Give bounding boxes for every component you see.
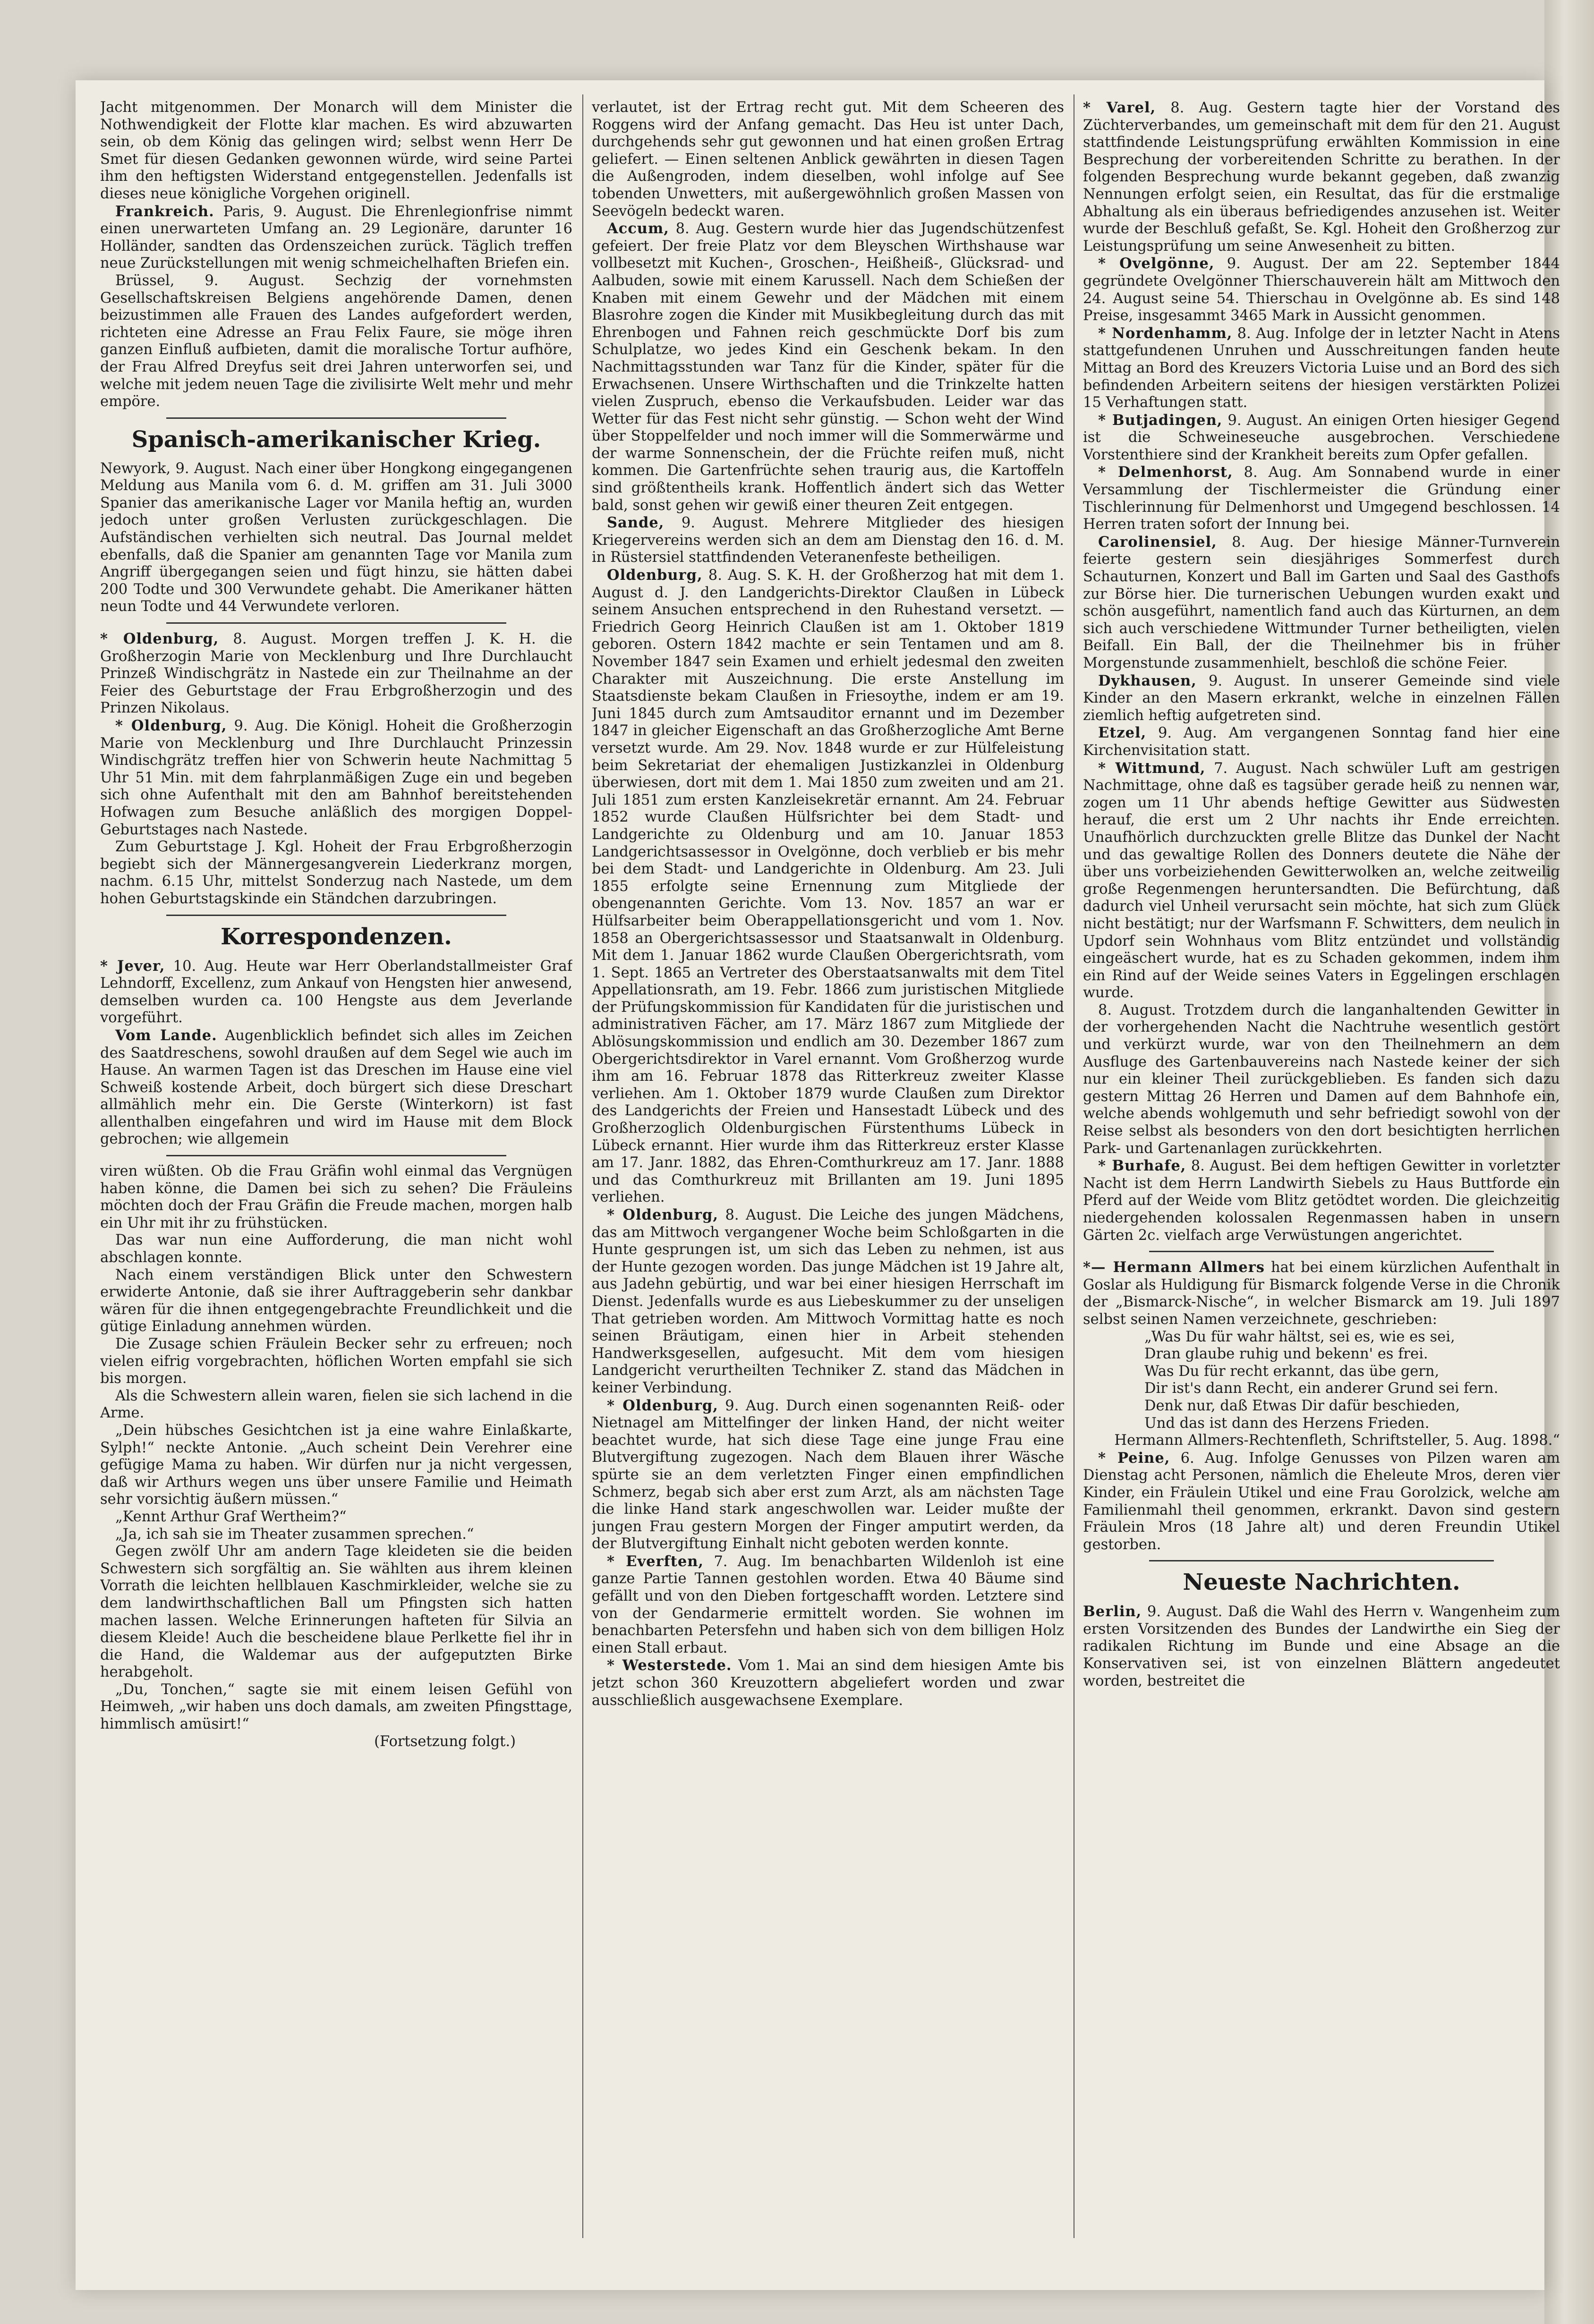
article-paragraph	[1083, 1002, 1560, 1157]
paragraph-text: „Kennt Arthur Graf Wertheim?“	[115, 1508, 347, 1525]
dateline-place: Vom Lande.	[115, 1026, 217, 1044]
article-paragraph	[1083, 672, 1560, 725]
article-paragraph	[100, 1526, 572, 1544]
paragraph-text: 8. August. Bei dem heftigen Gewitter in vorletzter Nacht ist dem Herrn Landwirth Siebels zu Haus Buttforde ein Pferd auf der Weide vom Blitz getödtet worden. Die gleichzeitig niedergehenden kolossalen Regenmassen haben in unsern Gärten 2c. vielfach arge Verwüstungen angerichtet.	[1083, 1158, 1560, 1244]
article-paragraph	[100, 1232, 572, 1266]
paragraph-text: 8. Aug. S. K. H. der Großherzog hat mit dem 1. August d. J. den Landgerichts-Direktor Claußen in Lübeck seinem Ansuchen entsprechend in den Ruhestand versetzt. — Friedrich Georg Heinrich Claußen ist am 1. Oktober 1819 geboren. Ostern 1842 machte er sein Tentamen und am 8. November 1847 sein Examen und erhielt jedesmal den zweiten Charakter mit Auszeichnung. Die erste Anstellung im Staatsdienste bekam Claußen in Friesoythe, indem er am 19. Juni 1845 durch zum Amtsauditor ernannt und im Dezember 1847 in gleicher Eigenschaft an das Großherzogliche Amt Berne versetzt wurde. Am 29. Nov. 1848 wurde er zur Hülfeleistung beim Sekretariat der ehemaligen Justizkanzlei in Oldenburg überwiesen, dort mit dem 1. Mai 1850 zum zweiten und am 21. Juli 1851 zum ersten Kanzleisekretär ernannt. Am 24. Februar 1852 wurde Claußen Hülfsrichter bei dem Stadt- und Landgerichte zu Oldenburg und am 10. Januar 1853 Landgerichtsassessor in Ovelgönne, doch verblieb er bis mehr bei dem Stadt- und Landgerichte in Oldenburg. Am 23. Juli 1855 erfolgte seine Ernennung zum Mitgliede der obengenannten Gerichte. Vom 13. Nov. 1857 an war er Hülfsarbeiter beim Oberappellationsgericht und vom 1. Nov. 1858 an Obergerichtsassessor und Staatsanwalt in Oldenburg. Mit dem 1. Januar 1862 wurde Claußen Obergerichtsrath, vom 1. Sept. 1865 an Vertreter des Oberstaatsanwalts mit dem Titel Appellationsrath, am 19. Febr. 1866 zum juristischen Mitgliede der Prüfungskommission für Kandidaten für die juristischen und administrativen Fächer, am 17. März 1867 zum Mitgliede der Ablösungskommission und endlich am 30. Dezember 1867 zum Obergerichtsdirektor in Varel ernannt. Vom Großherzog wurde ihm am 16. Februar 1878 das Ritterkreuz zweiter Klasse verliehen. Am 1. Oktober 1879 wurde Claußen zum Direktor des Landgerichts der Freien und Hansestadt Lübeck und des Großherzoglich Oldenburgischen Fürstenthums Lübeck in Lübeck ernannt. Hier wurde ihm das Ritterkreuz erster Klasse am 17. Janr. 1882, das Ehren-Comthurkreuz am 17. Janr. 1888 und das Comthurkreuz mit Brillanten am 19. Juni 1895 verliehen.	[592, 567, 1064, 1206]
article-paragraph	[1083, 99, 1560, 255]
column-rule	[582, 94, 583, 2238]
paragraph-text: verlautet, ist der Ertrag recht gut. Mit dem Scheeren des Roggens wird der Anfang gemacht. Das Heu ist unter Dach, durchgehends sehr gut gewonnen und hat einen großen Ertrag geliefert. — Einen seltenen Anblick gewährten in diesen Tagen die Außengroden, indem dieselben, wohl infolge auf See tobenden Unwetters, mit außergewöhnlich großen Massen von Seevögeln bedeckt waren.	[592, 99, 1064, 220]
article-paragraph	[1083, 255, 1560, 324]
article-paragraph	[100, 1267, 572, 1336]
paragraph-text: 7. August. Nach schwüler Luft am gestrigen Nachmittage, ohne daß es tagsüber gerade heiß zu nennen war, zogen um 11 Uhr abends heftige Gewitter aus Südwesten herauf, die erst um 2 Uhr nachts ihr Ende erreichten. Unaufhörlich durchzuckten grelle Blitze das Dunkel der Nacht und das gewaltige Rollen des Donners deutete die Nähe der über uns vorbeiziehenden Gewitterwolken an, welche zeitweilig große Regenmengen heruntersandten. Die Befürchtung, daß dadurch viel Unheil verursacht sein möchte, hat sich zum Glück nicht bestätigt; nur der Warfsmann F. Schwitters, dem neulich in Updorf sein Wohnhaus vom Blitz entzündet und vollständig eingeäschert wurde, hat es zu Schaden gekommen, indem ihm ein Rind auf der Weide seines Vaters in Eggelingen erschlagen wurde.	[1083, 760, 1560, 1001]
dateline-place: * Oldenburg,	[607, 1206, 718, 1223]
article-paragraph	[100, 1543, 572, 1681]
paragraph-text: 9. Aug. Die Königl. Hoheit die Großherzogin Marie von Mecklenburg und Ihre Durchlaucht Prinzessin Windischgrätz treffen hier von Schwerin heute Nachmittag 5 Uhr 51 Min. mit dem fahrplanmäßigen Zuge ein und begeben sich ohne Aufenthalt mit den am Bahnhof bereitstehenden Hofwagen zum Besuche anläßlich des morgigen Doppel-Geburtstages nach Nastede.	[100, 718, 572, 838]
article-paragraph	[100, 1027, 572, 1148]
paragraph-text: 9. August. Daß die Wahl des Herrn v. Wangenheim zum ersten Vorsitzenden des Bundes der Landwirthe ein Sieg der radikalen Richtung im Bunde und eine Absage an die Konservativen sei, ist von einzelnen Blättern angedeutet worden, bestreitet die	[1083, 1603, 1560, 1689]
signature-line: Hermann Allmers-Rechtenfleth, Schriftsteller, 5. Aug. 1898.“	[1114, 1432, 1560, 1449]
paragraph-text: „Du, Tonchen,“ sagte sie mit einem leisen Gefühl von Heimweh, „wir haben uns doch damals, am zweiten Pfingsttage, himmlisch amüsirt!“	[100, 1681, 572, 1733]
dateline-place: Oldenburg,	[607, 567, 703, 584]
section-heading: Neueste Nachrichten.	[1183, 1569, 1460, 1596]
article-paragraph	[100, 1509, 572, 1526]
paragraph-text: 9. Aug. Durch einen sogenannten Reiß- oder Nietnagel am Mittelfinger der linken Hand, der nicht weiter beachtet wurde, hat sich diese Tage eine junge Frau eine Blutvergiftung zugezogen. Nach dem Blauen ihrer Wäsche spürte sie an dem verletzten Finger einen empfindlichen Schmerz, begab sich aber erst zum Arzt, als am nächsten Tage die linke Hand stark angeschwollen war. Leider mußte der jungen Frau gestern Morgen der Finger amputirt werden, da der Blutvergiftung Einhalt nicht geboten werden konnte.	[592, 1397, 1064, 1552]
paragraph-text: 8. Aug. Am Sonnabend wurde in einer Versammlung der Tischlermeister die Gründung einer Tischlerinnung für Delmenhorst und Umgegend beschlossen. 14 Herren traten sofort der Innung bei.	[1083, 464, 1560, 533]
dateline-place: * Peine,	[1098, 1449, 1170, 1467]
article-paragraph	[592, 514, 1064, 567]
article-paragraph	[1083, 412, 1560, 464]
dateline-place: * Varel,	[1083, 99, 1156, 116]
article-paragraph	[100, 717, 572, 839]
article-paragraph	[100, 1681, 572, 1733]
poem	[1083, 1329, 1560, 1433]
article-paragraph	[1083, 325, 1560, 412]
article-paragraph	[592, 1553, 1064, 1657]
paragraph-text: 8. August. Trotzdem durch die langanhaltenden Gewitter in der vorhergehenden Nacht die Nachtruhe wesentlich gestört und verkürzt wurde, war von den Theilnehmern an dem Ausfluge des Gartenbauvereins nach Nastede keiner der sich nur ein kleiner Theil zurückgeblieben. Es fanden sich dazu gestern Mittag 26 Herren und Damen auf dem Bahnhofe ein, welche abends wohlgemuth und sehr befriedigt sowohl von der Reise selbst als besonders von den dort besichtigten herrlichen Park- und Gartenanlagen zurückkehrten.	[1083, 1001, 1560, 1157]
article-paragraph	[592, 220, 1064, 514]
column-3	[1083, 99, 1560, 2233]
paragraph-text: Augenblicklich befindet sich alles im Zeichen des Saatdreschens, sowohl draußen auf dem Segel wie auch im Hause. An warmen Tagen ist das Dreschen im Hause eine viel Schweiß kostende Arbeit, doch bürgert sich diese Dreschart allmählich mehr ein. Die Gerste (Winterkorn) ist fast allenthalben eingefahren und wird im Hause mit dem Block gebrochen; wie allgemein	[100, 1027, 572, 1148]
article-paragraph	[100, 460, 572, 616]
paragraph-text: 9. August. In unserer Gemeinde sind viele Kinder an den Masern erkrankt, welche in einzelnen Fällen ziemlich heftig aufgetreten sind.	[1083, 672, 1560, 724]
paragraph-text: 8. August. Die Leiche des jungen Mädchens, das am Mittwoch vergangener Woche beim Schloßgarten in die Hunte gesprungen ist, um sich das Leben zu nehmen, ist aus der Hunte gezogen worden. Das junge Mädchen ist 19 Jahre alt, aus Jadehn gebürtig, und war bei einer hiesigen Herrschaft im Dienst. Jedenfalls wurde es aus Liebeskummer zu der unseligen That getrieben worden. Am Mittwoch Vormittag hatte es noch seinen Bräutigam, einen hier in Arbeit stehenden Handwerksgesellen, aufgesucht. Mit dem vom hiesigen Landgericht verurtheilten Techniker Z. stand das Mädchen in keiner Verbindung.	[592, 1207, 1064, 1396]
paragraph-text: viren wüßten. Ob die Frau Gräfin wohl einmal das Vergnügen haben könne, die Damen bei sich zu sehen? Die Fräuleins möchten doch der Frau Gräfin die Freude machen, morgen halb ein Uhr mit ihr zu frühstücken.	[100, 1163, 572, 1231]
paragraph-text: 9. August. Mehrere Mitglieder des hiesigen Kriegervereins werden sich an dem am Dienstag den 16. d. M. in Rüstersiel stattfindenden Veteranenfeste betheiligen.	[592, 515, 1064, 566]
poem-line: Was Du für recht erkannt, das übe gern,	[1144, 1363, 1440, 1380]
article-paragraph	[592, 99, 1064, 220]
poem-line: Und das ist dann des Herzens Frieden.	[1144, 1415, 1430, 1432]
dateline-place: * Oldenburg,	[115, 717, 227, 734]
paragraph-text: „Dein hübsches Gesichtchen ist ja eine wahre Einlaßkarte, Sylph!“ neckte Antonie. „Auch scheint Dein Verehrer eine gefügige Mama zu haben. Wir dürfen nur ja nicht vergessen, daß wir Arthurs wegen uns über unsere Familie und Heimath sehr vorsichtig äußern müssen.“	[100, 1422, 572, 1508]
section-divider	[166, 417, 506, 419]
section-divider	[166, 915, 506, 916]
dateline-place: * Jever,	[100, 957, 165, 975]
dateline-place: * Oldenburg,	[607, 1397, 718, 1414]
column-2	[592, 99, 1064, 2233]
dateline-place: * Delmenhorst,	[1098, 464, 1233, 481]
article-paragraph	[592, 567, 1064, 1206]
paragraph-text: Newyork, 9. August. Nach einer über Hongkong eingegangenen Meldung aus Manila vom 6. d. M. griffen am 31. Juli 3000 Spanier das amerikanische Lager vor Manila heftig an, wurden jedoch unter großen Verlusten zurückgeschlagen. Die Aufständischen verhielten sich neutral. Das Journal meldet ebenfalls, daß die Spanier am genannten Tage vor Manila zum Angriff übergegangen seien und fügt hinzu, sie hätten dabei 200 Todte und 300 Verwundete gehabt. Die Amerikaner hätten neun Todte und 44 Verwundete verloren.	[100, 460, 572, 615]
article-paragraph	[100, 1163, 572, 1232]
article-paragraph	[100, 272, 572, 411]
paragraph-text: 9. Aug. Am vergangenen Sonntag fand hier eine Kirchenvisitation statt.	[1083, 725, 1560, 759]
paragraph-text: Paris, 9. August. Die Ehrenlegionfrise nimmt einen unerwarteten Umfang an. 29 Legionäre, darunter 16 Holländer, sandten das Ordenszeichen zurück. Täglich treffen neue Zurückstellungen mit wenig schmeichelhaften Briefen ein.	[100, 203, 572, 272]
paragraph-text: 9. August. An einigen Orten hiesiger Gegend ist die Schweineseuche ausgebrochen. Verschiedene Vorstenthiere sind der Krankheit bereits zum Opfer gefallen.	[1083, 412, 1560, 463]
dateline-place: Etzel,	[1098, 724, 1147, 742]
dateline-place: * Butjadingen,	[1098, 411, 1223, 429]
continuation-note: (Fortsetzung folgt.)	[374, 1733, 516, 1750]
section-divider	[1149, 1251, 1494, 1252]
article-paragraph	[100, 1336, 572, 1388]
poem-line: Dran glaube ruhig und bekenn' es frei.	[1144, 1346, 1428, 1363]
dateline-place: Carolinensiel,	[1098, 533, 1217, 551]
article-paragraph	[1083, 1603, 1560, 1690]
paragraph-text: 8. Aug. Der hiesige Männer-Turnverein feierte gestern sein diesjähriges Sommerfest durch Schauturnen, Konzert und Ball im Garten und Saal des Gasthofs zur Börse hier. Die turnerischen Uebungen wurden exakt und schön ausgeführt, namentlich fand auch das Kürturnen, an dem sich auch verschiedene Wittmunder Turner betheiligten, vielen Beifall. Ein Ball, der die Theilnehmer bis in früher Morgenstunde zusammenhielt, beschloß die schöne Feier.	[1083, 534, 1560, 671]
dateline-place: Berlin,	[1083, 1603, 1142, 1620]
poem-line: Denk nur, daß Etwas Dir dafür beschieden,	[1144, 1397, 1460, 1414]
article-paragraph	[100, 1388, 572, 1422]
article-paragraph	[1083, 1450, 1560, 1554]
article-paragraph	[1083, 1259, 1560, 1328]
article-paragraph	[1083, 724, 1560, 759]
dateline-place: * Everften,	[607, 1552, 704, 1570]
article-paragraph	[1083, 464, 1560, 533]
paragraph-text: Brüssel, 9. August. Sechzig der vornehmsten Gesellschaftskreisen Belgiens angehörende Damen, denen beizustimmen alle Frauen des Landes aufgefordert werden, richteten eine Adresse an Frau Felix Faure, sie möge ihren ganzen Einfluß aufbieten, damit die moralische Tortur aufhöre, der Frau Alfred Dreyfus seit drei Jahren unterworfen sei, und welche mit jedem neuen Tage die zivilisirte Welt mehr und mehr empöre.	[100, 272, 572, 410]
paragraph-text: Vom 1. Mai an sind dem hiesigen Amte bis jetzt schon 360 Kreuzottern abgeliefert worden und zwar ausschließlich ausgewachsene Exemplare.	[592, 1657, 1064, 1709]
paragraph-text: 8. August. Morgen treffen J. K. H. die Großherzogin Marie von Mecklenburg und Ihre Durchlaucht Prinzeß Windischgrätz in Nastede ein zur Theilnahme an der Feier des Geburtstage der Frau Erbgroßherzogin und des Prinzen Nikolaus.	[100, 631, 572, 717]
dateline-place: Sande,	[607, 514, 665, 532]
paragraph-text: 7. Aug. Im benachbarten Wildenloh ist eine ganze Partie Tannen gestohlen worden. Etwa 40 Bäume sind gefällt und von den Dieben fortgeschafft worden. Letztere sind von der Gendarmerie ermittelt worden. Sie wohnen im benachbarten Petersfehn und haben sich von dem billigen Holz einen Stall erbaut.	[592, 1553, 1064, 1656]
paragraph-text: 9. August. Der am 22. September 1844 gegründete Ovelgönner Thierschauverein hält am Mittwoch den 24. August seine 54. Thierschau in Ovelgönne ab. Es sind 148 Preise, insgesammt 3465 Mark in Aussicht genommen.	[1083, 255, 1560, 324]
section-heading: Korrespondenzen.	[221, 923, 452, 950]
paragraph-text: 8. Aug. Gestern tagte hier der Vorstand des Züchterverbandes, um gemeinschaft mit dem für den 21. August stattfindende Leistungsprüfung erwählten Kommission in eine Besprechung der vorbereitenden Schritte zu berathen. In der folgenden Besprechung wurde bekannt gegeben, daß zwanzig Nennungen erfolgt seien, ein Resultat, das für die erstmalige Abhaltung als ein überaus befriedigendes anzusehen ist. Weiter wurde der Beschluß gefaßt, Se. Kgl. Hoheit den Großherzog zur Leistungsprüfung um seine Anwesenheit zu bitten.	[1083, 100, 1560, 254]
dateline-place: * Ovelgönne,	[1098, 255, 1215, 272]
poem-line: Dir ist's dann Recht, ein anderer Grund sei fern.	[1144, 1380, 1499, 1397]
paragraph-text: Die Zusage schien Fräulein Becker sehr zu erfreuen; noch vielen eifrig vorgebrachten, höflichen Worten empfahl sie sich bis morgen.	[100, 1336, 572, 1387]
dateline-place: Accum,	[607, 220, 669, 237]
paragraph-text: 10. Aug. Heute war Herr Oberlandstallmeister Graf Lehndorff, Excellenz, zum Ankauf von Hengsten hier anwesend, demselben wurden ca. 100 Hengste aus dem Jeverlande vorgeführt.	[100, 958, 572, 1026]
section-divider	[1149, 1560, 1494, 1561]
paragraph-text: Nach einem verständigen Blick unter den Schwestern erwiderte Antonie, daß sie ihrer Auftraggeberin sehr dankbar wären für die ihnen entgegengebrachte Freundlichkeit und die gütige Einladung annehmen würden.	[100, 1266, 572, 1335]
paragraph-text: Als die Schwestern allein waren, fielen sie sich lachend in die Arme.	[100, 1387, 572, 1422]
dateline-place: Dykhausen,	[1098, 672, 1197, 689]
article-paragraph	[592, 1657, 1064, 1709]
article-paragraph	[100, 630, 572, 717]
paragraph-text: 8. Aug. Infolge der in letzter Nacht in Atens stattgefundenen Unruhen und Ausschreitungen fanden heute Mittag an Bord des Kreuzers Victoria Luise und an Bord des sich befindenden Arbeitern seitens der hiesigen verstärkten Polizei 15 Verhaftungen statt.	[1083, 325, 1560, 411]
section-heading: Spanisch-amerikanischer Krieg.	[131, 426, 541, 453]
dateline-place: *— Hermann Allmers	[1083, 1259, 1265, 1276]
paragraph-text: Gegen zwölf Uhr am andern Tage kleideten sie die beiden Schwestern sich sorgfältig an. Sie wählten aus ihrem kleinen Vorrath die leichten hellblauen Kaschmirkleider, welche sie zu dem landwirthschaftlichen Ball um Pfingsten sich hatten machen lassen. Welche Erinnerungen hafteten für Silvia an diesem Kleide! Auch die bescheidene blaue Perlkette fiel ihr in die Hand, die Waldemar aus der aufgeputzten Birke herabgeholt.	[100, 1543, 572, 1681]
dateline-place: * Wittmund,	[1098, 759, 1206, 777]
article-paragraph	[1083, 1157, 1560, 1244]
article-paragraph	[1083, 534, 1560, 672]
poem-line: „Was Du für wahr hältst, sei es, wie es sei,	[1144, 1328, 1455, 1345]
article-paragraph	[100, 839, 572, 908]
article-paragraph	[100, 203, 572, 272]
article-paragraph	[592, 1206, 1064, 1397]
paragraph-text: Zum Geburtstage J. Kgl. Hoheit der Frau Erbgroßherzogin begiebt sich der Männergesangverein Liederkranz morgen, nachm. 6.15 Uhr, mittelst Sonderzug nach Nastede, um dem hohen Geburtstagskinde ein Ständchen darzubringen.	[100, 839, 572, 907]
article-paragraph	[592, 1397, 1064, 1553]
dateline-place: * Oldenburg,	[100, 630, 219, 648]
paragraph-text: „Ja, ich sah sie im Theater zusammen sprechen.“	[115, 1526, 474, 1543]
paragraph-text: Das war nun eine Aufforderung, die man nicht wohl abschlagen konnte.	[100, 1232, 572, 1266]
dateline-place: * Westerstede.	[607, 1657, 732, 1674]
dateline-place: Frankreich.	[115, 203, 214, 220]
paragraph-text: 6. Aug. Infolge Genusses von Pilzen waren am Dienstag acht Personen, nämlich die Eheleute Mros, deren vier Kinder, ein Fräulein Utikel und eine Frau Gorolzick, welche am Familienmahl theil genommen, erkrankt. Davon sind gestern Fräulein Mros (18 Jahre alt) und deren Freundin Utikel gestorben.	[1083, 1450, 1560, 1553]
article-paragraph	[100, 1422, 572, 1509]
section-divider	[166, 622, 506, 624]
article-paragraph	[1083, 760, 1560, 1002]
article-paragraph	[100, 99, 572, 203]
paragraph-text: hat bei einem kürzlichen Aufenthalt in Goslar als Huldigung für Bismarck folgende Verse in die Chronik der „Bismarck-Nische“, in welcher Bismarck am 19. Juli 1897 selbst seinen Namen verzeichnete, geschrieben:	[1083, 1259, 1560, 1328]
paragraph-text: Jacht mitgenommen. Der Monarch will dem Minister die Nothwendigkeit der Flotte klar machen. Es wird abzuwarten sein, ob dem König das gelingen wird; selbst wenn Herr De Smet für diesen Gedanken gewonnen würde, wird seine Partei ihm den heftigsten Widerstand entgegenstellen. Jedenfalls ist dieses neue königliche Vorgehen originell.	[100, 99, 572, 202]
column-1	[100, 99, 572, 2233]
section-divider	[166, 1155, 506, 1156]
dateline-place: * Burhafe,	[1098, 1157, 1186, 1175]
article-paragraph	[100, 958, 572, 1027]
dateline-place: * Nordenhamm,	[1098, 324, 1233, 342]
paragraph-text: 8. Aug. Gestern wurde hier das Jugendschützenfest gefeiert. Der freie Platz vor dem Bleyschen Wirthshause war vollbesetzt mit Kuchen-, Groschen-, Heißheiß-, Glücksrad- und Aalbuden, sowie mit einem Karussell. Nach dem Schießen der Knaben mit einem Gewehr und der Mädchen mit einem Blasrohre zogen die Kinder mit Musikbegleitung durch das mit Ehrenbogen und Fahnen reich geschmückte Dorf bis zum Schulplatze, wo jedes Kind ein Geschenk bekam. In den Nachmittagsstunden war Tanz für die Kinder, später für die Erwachsenen. Unsere Wirthschaften und die Trinkzelte hatten vielen Zuspruch, ebenso die Verkaufsbuden. Leider war das Wetter für das Fest nicht sehr günstig. — Schon weht der Wind über Stoppelfelder und noch immer will die Sommerwärme und der warme Sonnenschein, der die Früchte reifen muß, nicht kommen. Die Gartenfrüchte sehen traurig aus, die Kartoffeln sind größtentheils krank. Hoffentlich ändert sich das Wetter bald, sonst gehen wir gewiß einer theuren Zeit entgegen.	[592, 221, 1064, 514]
